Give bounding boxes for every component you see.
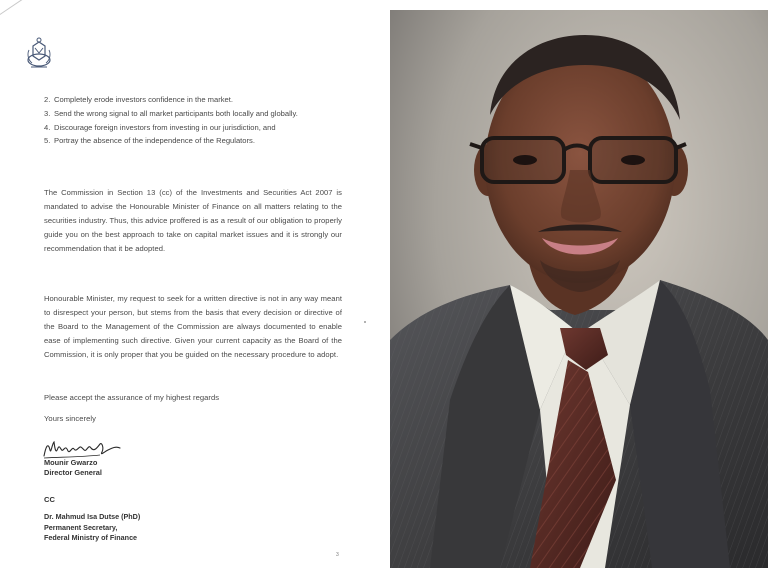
list-item-number: 3. — [44, 108, 51, 118]
consequences-list — [44, 93, 342, 148]
list-item-number: 4. — [44, 122, 51, 132]
portrait-photo — [390, 10, 768, 568]
paragraph-mandate: The Commission in Section 13 (cc) of the Investments and Securities Act 2007 is mandated to advise the Honourable Minister of Finance on all matters relating to the securities industry. Thus, this advice proffered is as a result of our obligation to properly guide you on the best approach to take on capital market issues and it is strongly our recommendation that it be adopted. — [44, 188, 342, 253]
list-item-text: Completely erode investors confidence in the market. — [54, 95, 233, 104]
letter-page — [0, 0, 372, 568]
paragraph-request: Honourable Minister, my request to seek for a written directive is not in any way meant to disrespect your person, but stems from the basis that every decision or directive of the Board to the Management of the Commission are always documented to enable ease of implementing such directive. Given your current capacity as the Board of the Commission, it is only proper that you be guided on the necessary procedure to adopt. — [44, 294, 342, 359]
cc-recipient-role: Permanent Secretary, — [44, 523, 118, 532]
cc-recipient-name: Dr. Mahmud Isa Dutse (PhD) — [44, 512, 141, 521]
page-fold-line — [0, 0, 47, 19]
closing-salutation: Yours sincerely — [44, 414, 96, 423]
eye-right — [621, 155, 645, 165]
list-item — [44, 134, 342, 148]
margin-mark — [364, 321, 366, 323]
list-item-text: Portray the absence of the independence of the Regulators. — [54, 136, 255, 146]
list-item-text: Send the wrong signal to all market participants both locally and globally. — [54, 108, 298, 118]
portrait-illustration — [390, 10, 768, 568]
regards-line: Please accept the assurance of my highest regards — [44, 393, 220, 402]
list-item — [44, 107, 342, 121]
list-item-number: 5. — [44, 136, 51, 146]
list-item-text: Discourage foreign investors from investing in our jurisdiction, and — [54, 122, 276, 132]
signatory-title: Director General — [44, 468, 102, 477]
list-item-number: 2. — [44, 95, 51, 104]
page-number: 3 — [336, 552, 339, 558]
cc-label: CC — [44, 495, 55, 504]
eye-left — [513, 155, 537, 165]
list-item — [44, 93, 342, 107]
list-item — [44, 121, 342, 135]
coat-of-arms-icon — [24, 36, 54, 72]
signatory-name: Mounir Gwarzo — [44, 458, 98, 467]
cc-recipient-organization: Federal Ministry of Finance — [44, 533, 138, 542]
